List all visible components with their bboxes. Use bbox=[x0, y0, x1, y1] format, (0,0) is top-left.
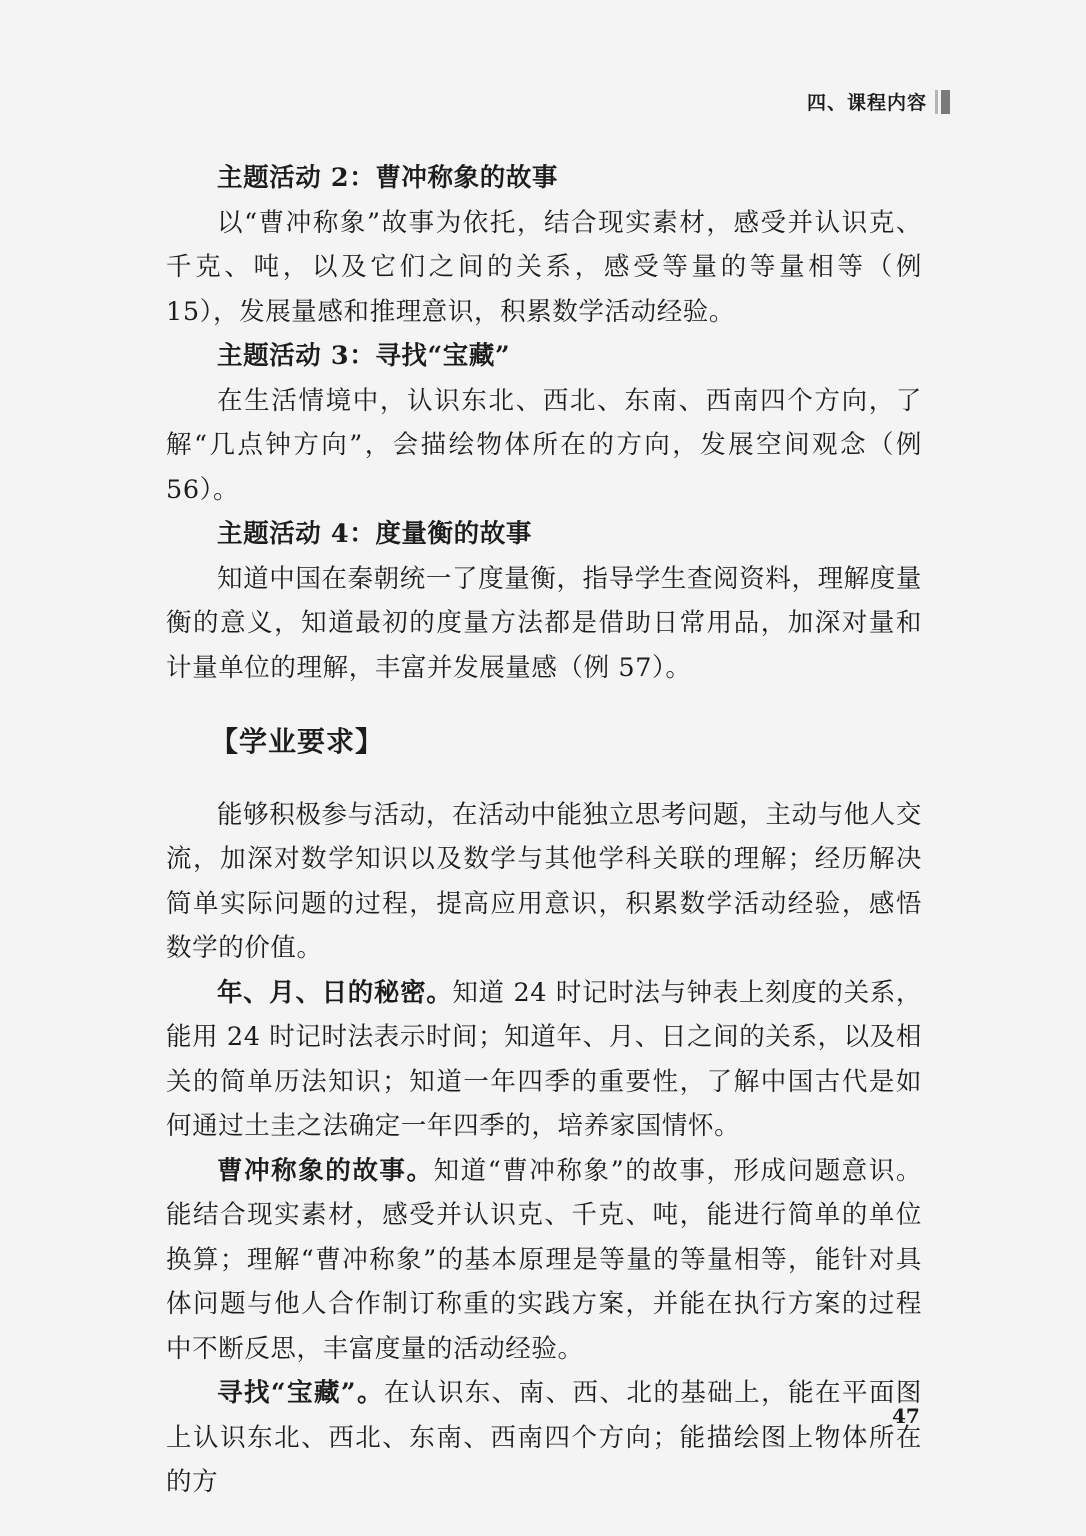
topic-heading: 主题活动 4：度量衡的故事 bbox=[217, 519, 532, 549]
running-header-title: 四、课程内容 bbox=[806, 92, 927, 114]
requirement-lead: 曹冲称象的故事。 bbox=[217, 1155, 434, 1186]
topic-heading: 主题活动 2：曹冲称象的故事 bbox=[217, 163, 559, 193]
requirement-item bbox=[166, 971, 922, 1149]
header-bar-marks bbox=[935, 90, 950, 114]
running-header bbox=[807, 88, 950, 115]
requirement-text: 在认识东、南、西、北的基础上，能在平面图上认识东北、西北、东南、西南四个方向；能描绘图上物体所在的方 bbox=[166, 1378, 922, 1497]
requirement-text: 知道 24 时记时法与钟表上刻度的关系，能用 24 时记时法表示时间；知道年、月、日之间的关系，以及相关的简单历法知识；知道一年四季的重要性，了解中国古代是如何通过土圭之法确定一年四季的，培养家国情怀。 bbox=[166, 977, 922, 1141]
requirement-item bbox=[166, 1149, 922, 1372]
page-number: 47 bbox=[892, 1404, 920, 1428]
header-thick-bar bbox=[941, 90, 950, 114]
topic-heading: 主题活动 3：寻找“宝藏” bbox=[217, 341, 511, 371]
requirement-text: 知道“曹冲称象”的故事，形成问题意识。能结合现实素材，感受并认识克、千克、吨，能进行简单的单位换算；理解“曹冲称象”的基本原理是等量的等量相等，能针对具体问题与他人合作制订称重的实践方案，并能在执行方案的过程中不断反思，丰富度量的活动经验。 bbox=[166, 1155, 922, 1364]
topic-paragraph: 在生活情境中，认识东北、西北、东南、西南四个方向，了解“几点钟方向”，会描绘物体所在的方向，发展空间观念（例 56）。 bbox=[166, 385, 922, 505]
requirements-intro: 能够积极参与活动，在活动中能独立思考问题，主动与他人交流，加深对数学知识以及数学与其他学科关联的理解；经历解决简单实际问题的过程，提高应用意识，积累数学活动经验，感悟数学的价值。 bbox=[166, 799, 922, 963]
header-thin-bar bbox=[935, 90, 938, 114]
topic-paragraph: 知道中国在秦朝统一了度量衡，指导学生查阅资料，理解度量衡的意义，知道最初的度量方法都是借助日常用品，加深对量和计量单位的理解，丰富并发展量感（例 57）。 bbox=[166, 563, 922, 683]
body-content bbox=[166, 156, 922, 1505]
topic-paragraph: 以“曹冲称象”故事为依托，结合现实素材，感受并认识克、千克、吨，以及它们之间的关系，感受等量的等量相等（例 15），发展量感和推理意识，积累数学活动经验。 bbox=[166, 207, 922, 327]
requirement-lead: 年、月、日的秘密。 bbox=[217, 977, 453, 1008]
requirement-item bbox=[166, 1371, 922, 1505]
requirement-lead: 寻找“宝藏”。 bbox=[217, 1378, 384, 1408]
section-title: 【学业要求】 bbox=[210, 725, 385, 758]
